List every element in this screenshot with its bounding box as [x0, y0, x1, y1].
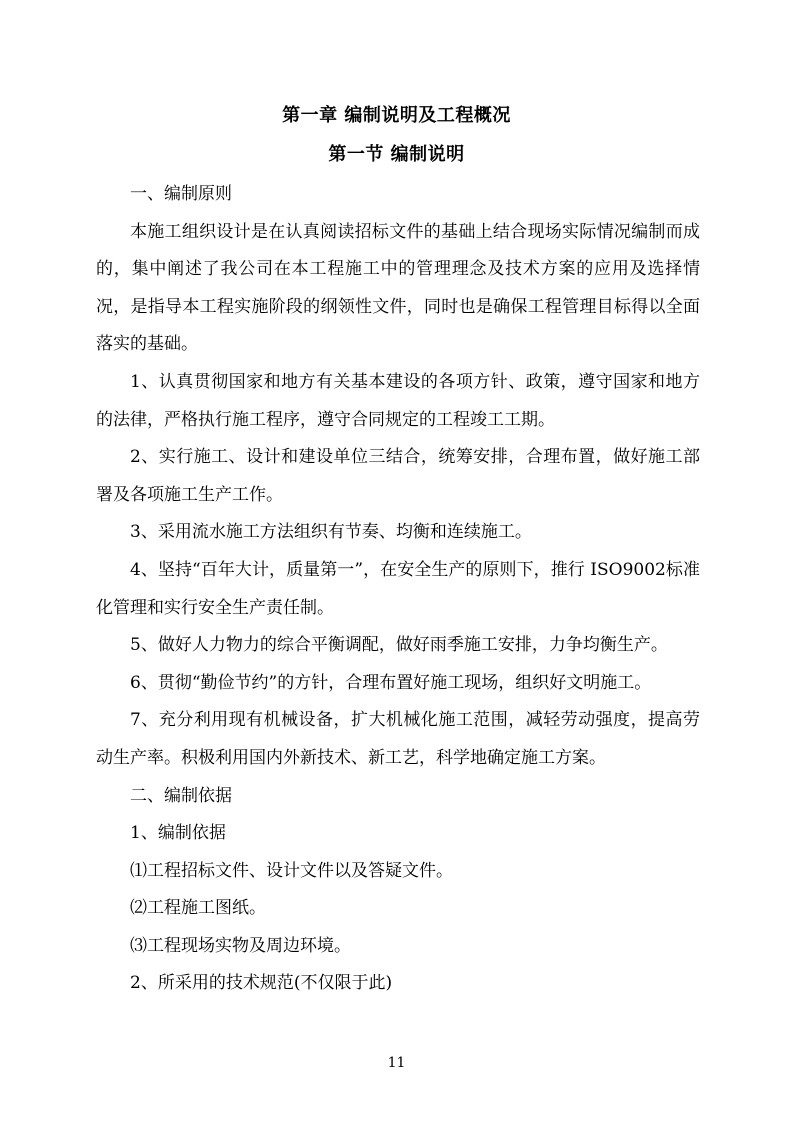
section-title: 第一节 编制说明 [328, 144, 465, 165]
list-item-principle-3: 3、采用流水施工方法组织有节奏、均衡和连续施工。 [130, 522, 532, 543]
list-item-basis-1: ⑴工程招标文件、设计文件以及答疑文件。 [130, 860, 453, 881]
chapter-title: 第一章 编制说明及工程概况 [282, 105, 511, 126]
list-item-basis-2: ⑵工程施工图纸。 [130, 898, 266, 919]
paragraph-intro: 本施工组织设计是在认真阅读招标文件的基础上结合现场实际情况编制而成的，集中阐述了我公司在本工程施工中的管理理念及技术方案的应用及选择情况，是指导本工程实施阶段的纲领性文件，同时也是确保工程管理目标得以全面落实的基础。 [96, 221, 700, 355]
document-body [96, 176, 700, 1003]
list-item-principle-6: 6、贯彻“勤俭节约”的方针，合理布置好施工现场，组织好文明施工。 [130, 672, 652, 693]
heading-compilation-principles: 一、编制原则 [130, 184, 232, 204]
list-item-principle-1: 1、认真贯彻国家和地方有关基本建设的各项方针、政策，遵守国家和地方的法律，严格执行施工程序，遵守合同规定的工程竣工工期。 [96, 371, 700, 430]
list-item-principle-7: 7、充分利用现有机械设备，扩大机械化施工范围，减轻劳动强度，提高劳动生产率。积极利用国内外新技术、新工艺，科学地确定施工方案。 [96, 710, 700, 768]
list-item-principle-5: 5、做好人力物力的综合平衡调配，做好雨季施工安排，力争均衡生产。 [130, 635, 668, 656]
subheading-technical-specs: 2、所采用的技术规范(不仅限于此) [130, 973, 393, 994]
subheading-basis: 1、编制依据 [130, 823, 226, 844]
heading-compilation-basis: 二、编制依据 [130, 785, 232, 806]
list-item-principle-4: 4、坚持“百年大计，质量第一”，在安全生产的原则下，推行 ISO9002标准化管理和实行安全生产责任制。 [96, 559, 700, 618]
page-number: 11 [387, 1055, 406, 1071]
list-item-principle-2: 2、实行施工、设计和建设单位三结合，统筹安排，合理布置，做好施工部署及各项施工生产工作。 [96, 447, 700, 505]
list-item-basis-3: ⑶工程现场实物及周边环境。 [130, 935, 351, 956]
